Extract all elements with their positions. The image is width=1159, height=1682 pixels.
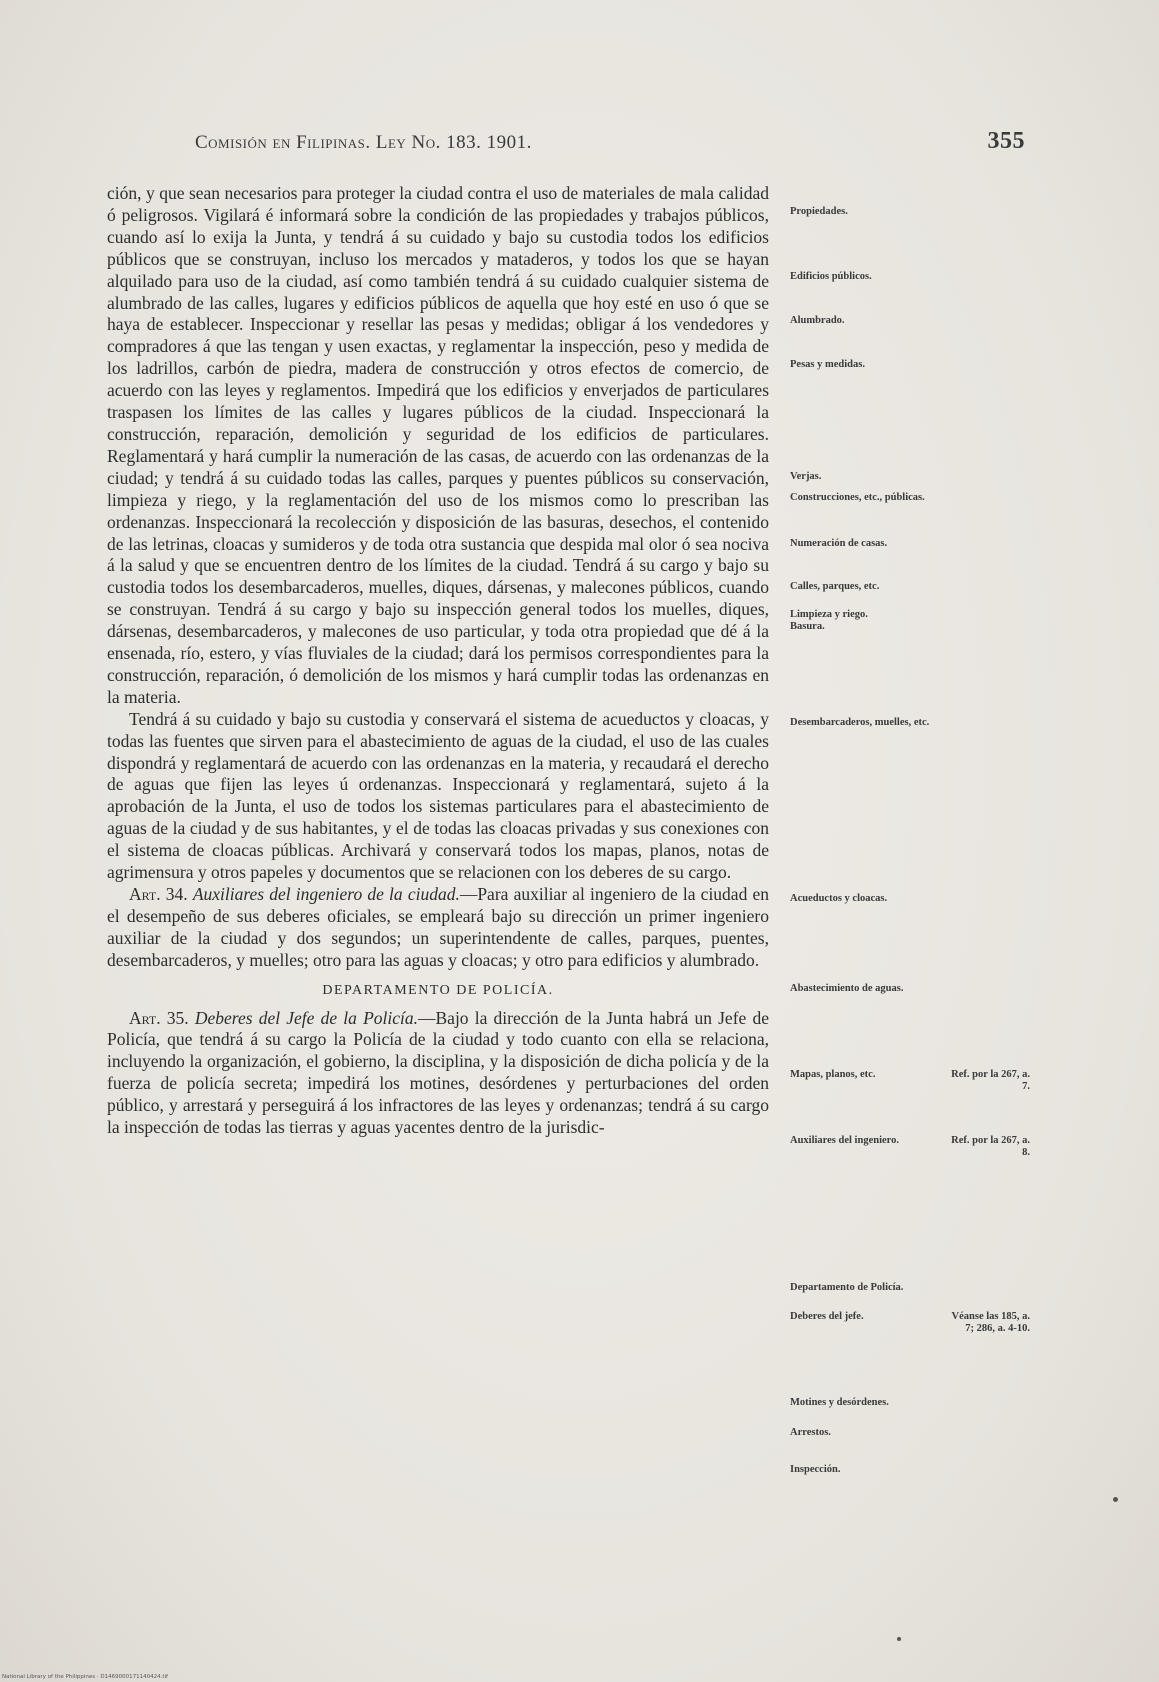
scan-footer: National Library of the Philippines · D1469000171140424.tif xyxy=(2,1674,168,1680)
article-34-heading: Auxiliares del ingeniero de la ciudad. xyxy=(192,884,460,904)
margin-note: Abastecimiento de aguas. xyxy=(790,983,904,994)
paragraph-continuation: ción, y que sean necesarios para proteger la ciudad contra el uso de materiales de mala calidad ó peligrosos. Vigilará é informará sobre la condición de las propiedades y trabajos públicos, cuando así lo exija la Junta, y tendrá á su cuidado y bajo su custodia todos los edificios públicos que se construyan, incluso los mercados y mataderos, y todos los que se hayan alquilado para uso de la ciudad, así como también tendrá á su cuidado cualquier sistema de alumbrado de las calles, lugares y edificios públicos de aquella que hoy esté en uso ó que se haya de establecer. Inspeccionar y resellar las pesas y medidas; obligar á los vendedores y compradores á que las tengan y usen exactas, y reglamentar la inspección, peso y medida de los ladrillos, carbón de piedra, madera de construcción y otros efectos de comercio, de acuerdo con las leyes y reglamentos. Impedirá que los edificios y enverjados de particulares traspasen los límites de las calles y lugares públicos de la ciudad. Inspeccionará la construcción, reparación, demolición y seguridad de los edificios de particulares. Reglamentará y hará cumplir la numeración de las casas, de acuerdo con las ordenanzas de la ciudad; y tendrá á su cuidado todas las calles, parques y puentes públicos su conservación, limpieza y riego, y la reglamentación del uso de los mismos como lo prescriban las ordenanzas. Inspeccionará la recolección y disposición de las basuras, desechos, el contenido de las letrinas, cloacas y sumideros y de toda otra sustancia que despida mal olor ó sea nociva á la salud y que se encuentren dentro de los límites de la ciudad. Tendrá á su cargo y bajo su custodia todos los desembarcaderos, muelles, diques, dársenas, y malecones públicos, cuando se construyan. Tendrá á su cargo y bajo su inspección general todos los muelles, diques, dársenas, desembarcaderos, y malecones de uso particular, y toda otra propiedad que dé á la ensenada, río, estero, y vías fluviales de la ciudad; dará los permisos correspondientes para la construcción, reparación, ó demolición de los mismos y hará cumplir todas las ordenanzas en la materia. xyxy=(107,183,769,707)
margin-note: Departamento de Policía. xyxy=(790,1282,904,1293)
article-34-label: Art. 34. xyxy=(129,884,188,904)
article-35-heading: Deberes del Jefe de la Policía. xyxy=(194,1007,418,1028)
margin-note: Edificios públicos. xyxy=(790,271,872,282)
article-34-text: —Para auxiliar al ingeniero de la ciudad en el desempeño de sus deberes oficiales, se empleará bajo su dirección un primer ingeniero auxiliar de la ciudad y dos segundos; un superintendente de calles, parques, puentes, desembarcaderos, y muelles; otro para las aguas y cloacas; y otro para edificios y alumbrado. xyxy=(107,884,769,970)
article-35-text: —Bajo la dirección de la Junta habrá un Jefe de Policía, que tendrá á su cargo la Policía de la ciudad y todo cuanto con ella se relaciona, incluyendo la organización, el gobierno, la disciplina, y la disposición de dicha policía y de la fuerza de policía secreta; impedirá los motines, desórdenes y perturbaciones del orden público, y arrestará y perseguirá á los infractores de las leyes y ordenanzas; tendrá á su cargo la inspección de todas las tierras y aguas yacentes dentro de la jurisdic- xyxy=(107,1007,769,1138)
margin-note: Construcciones, etc., públicas. xyxy=(790,492,925,503)
reference-note: Ref. por la 267, a. 8. xyxy=(951,1135,1030,1158)
margin-note: Motines y desórdenes. xyxy=(790,1397,889,1408)
margin-note: Basura. xyxy=(790,621,825,632)
section-title: DEPARTAMENTO DE POLICÍA. xyxy=(322,982,554,998)
header-title: Comisión en Filipinas. Ley No. 183. 1901. xyxy=(195,132,532,153)
margin-note: Alumbrado. xyxy=(790,315,845,326)
margin-note: Propiedades. xyxy=(790,206,848,217)
margin-note: Inspección. xyxy=(790,1464,841,1475)
margin-note: Numeración de casas. xyxy=(790,538,888,549)
margin-note: Deberes del jefe. xyxy=(790,1311,864,1322)
main-text xyxy=(107,183,769,1139)
margin-note: Verjas. xyxy=(790,471,822,482)
scan-speck xyxy=(1113,1497,1118,1502)
margin-note: Limpieza y riego. xyxy=(790,609,868,620)
article-34 xyxy=(107,884,769,972)
reference-note: Véanse las 185, a. 7; 286, a. 4-10. xyxy=(951,1311,1030,1334)
margin-note: Pesas y medidas. xyxy=(790,359,865,370)
paragraph-acueductos: Tendrá á su cuidado y bajo su custodia y conservará el sistema de acueductos y cloacas, y todas las fuentes que sirven para el abastecimiento de aguas de la ciudad, el uso de las cuales dispondrá y reglamentará de acuerdo con las ordenanzas en la materia, y recaudará el derecho de aguas que fijen las leyes ú ordenanzas. Inspeccionará y reglamentará, sujeto á la aprobación de la Junta, el uso de todos los sistemas particulares para el abastecimiento de aguas de la ciudad y de sus habitantes, y el de todas las cloacas privadas y sus conexiones con el sistema de cloacas públicas. Archivará y conservará todos los mapas, planos, notas de agrimensura y otros papeles y documentos que se relacionen con los deberes de su cargo. xyxy=(107,708,769,883)
running-header xyxy=(195,128,1025,158)
reference-note: Ref. por la 267, a. 7. xyxy=(951,1069,1030,1092)
margin-note: Calles, parques, etc. xyxy=(790,581,880,592)
margin-note: Arrestos. xyxy=(790,1427,831,1438)
scan-speck xyxy=(897,1637,901,1641)
margin-note: Desembarcaderos, muelles, etc. xyxy=(790,717,930,728)
article-35-label: Art. 35. xyxy=(129,1007,189,1028)
margin-note: Auxiliares del ingeniero. xyxy=(790,1135,899,1146)
page-number: 355 xyxy=(987,128,1025,154)
margin-note: Mapas, planos, etc. xyxy=(790,1069,876,1080)
margin-note: Acueductos y cloacas. xyxy=(790,893,888,904)
article-35 xyxy=(107,1008,769,1139)
